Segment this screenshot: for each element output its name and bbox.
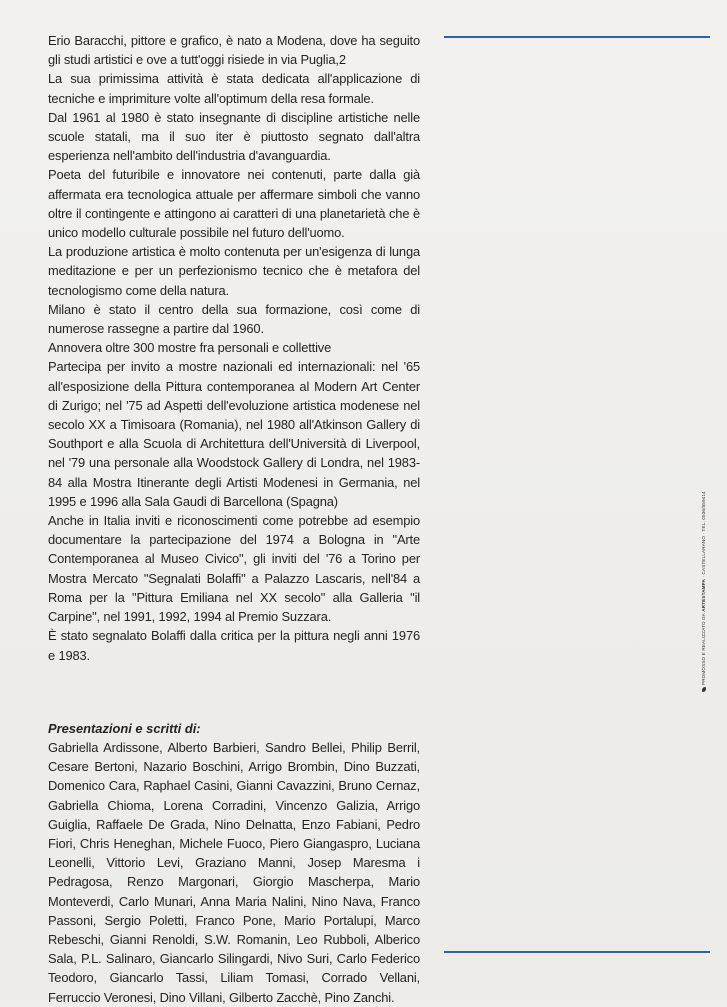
- printer-credit-line: PROMOSSO E REALIZZATO DA ARTESTAMPA · CASTELLARANO · TEL. 0536/859414: [700, 491, 707, 692]
- top-blue-rule: [444, 36, 710, 38]
- bio-paragraph-birth: Erio Baracchi, pittore e grafico, è nato a Modena, dove ha seguito gli studi artistici e ove a tutt'oggi risiede in via Puglia,2: [48, 33, 420, 68]
- printer-credit: [700, 472, 708, 692]
- bio-paragraph-teaching: Dal 1961 al 1980 è stato insegnante di discipline artistiche nelle scuole statali, ma il suo iter è piuttosto segnato dall'altra esperienza nell'ambito dell'industria d'avanguardia.: [48, 109, 420, 164]
- credit-prefix: PROMOSSO E REALIZZATO DA: [701, 613, 706, 685]
- presentations-names-list: Gabriella Ardissone, Alberto Barbieri, Sandro Bellei, Philip Berril, Cesare Bertoni, Nazario Boschini, Arrigo Brombin, Dino Buzzati, Domenico Cara, Raphael Casini, Gianni Cavazzini, Bruno Cernaz, Gabriella Chioma, Lorena Corradini, Vincenzo Galizia, Arrigo Guiglia, Raffaele De Grada, Nino Delnatta, Enzo Fabiani, Pedro Fiori, Chris Heneghan, Michele Fuoco, Piero Giangaspro, Luciana Leonelli, Vittorio Levi, Graziano Manni, Josep Maresma i Pedragosa, Renzo Margonari, Giorgio Mascherpa, Mario Monteverdi, Carlo Munari, Anna Maria Nalini, Nino Nava, Franco Passoni, Sergio Poletti, Franco Pone, Mario Portalupi, Marco Rebeschi, Gianni Renoldi, S.W. Romanin, Leo Rubboli, Alberico Sala, P.L. Salinaro, Giancarlo Silingardi, Nivo Suri, Carlo Federico Teodoro, Giancarlo Tassi, Liliam Tomasi, Corrado Vellani, Ferruccio Veronesi, Dino Villani, Gilberto Zacchè, Pino Zanchi.: [48, 740, 420, 1005]
- leaf-mark-icon: [702, 687, 706, 692]
- bio-paragraph-milano: Milano è stato il centro della sua formazione, così come di numerose rassegne a partire dal 1960.: [48, 301, 420, 337]
- bio-paragraph-exhibitions-count: Annovera oltre 300 mostre fra personali e collettive: [48, 340, 332, 356]
- bio-paragraph-production: La produzione artistica è molto contenuta per un'esigenza di lunga meditazione e per un perfezionismo tecnico che è metafora del tecnologismo come della natura.: [48, 244, 420, 298]
- presentations-heading: Presentazioni e scritti di:: [48, 721, 201, 736]
- bio-paragraph-poet: Poeta del futuribile e innovatore nei contenuti, parte dalla già affermata era tecnologica attuale per affermare simboli che vanno oltre il contingente e attingono ai caratteri di una planetarietà che è unico modello culturale possibile nel futuro dell'uomo.: [48, 167, 420, 241]
- credit-location: CASTELLARANO · TEL. 0536/859414: [701, 491, 706, 575]
- bio-paragraph-early-activity: La sua primissima attività è stata dedicata all'applicazione di tecniche e imprimiture volte all'optimum della resa formale.: [48, 71, 420, 106]
- bottom-blue-rule: [444, 951, 710, 953]
- bio-paragraph-international: Partecipa per invito a mostre nazionali ed internazionali: nel '65 all'esposizione della Pittura contemporanea al Modern Art Center di Zurigo; nel '75 ad Aspetti dell'evoluzione artistica modenese nel secolo XX a Timisoara (Romania), nel 1980 all'Atkinson Gallery di Southport e alla Scuola di Architettura dell'Università di Liverpool, nel '79 una personale alla Woodstock Gallery di Londra, nel 1983-84 alla Mostra Itinerante degli Artisti Modenesi in Germania, nel 1995 e 1996 alla Sala Gaudi di Barcellona (Spagna): [48, 359, 420, 509]
- credit-brand: ARTESTAMPA: [701, 579, 706, 612]
- biography-text: [48, 31, 420, 665]
- bio-paragraph-bolaffi: È stato segnalato Bolaffi dalla critica per la pittura negli anni 1976 e 1983.: [48, 628, 420, 663]
- bio-paragraph-italy: Anche in Italia inviti e riconoscimenti come potrebbe ad esempio documentare la partecipazione del 1974 a Bologna in "Arte Contemporanea al Museo Civico", gli inviti del '76 a Torino per Mostra Mercato "Segnalati Bolaffi" a Palazzo Lascaris, nell'84 a Roma per la "Pittura Emiliana nel XX secolo" alla Galleria "il Carpine", nel 1991, 1992, 1994 al Premio Suzzara.: [48, 513, 420, 625]
